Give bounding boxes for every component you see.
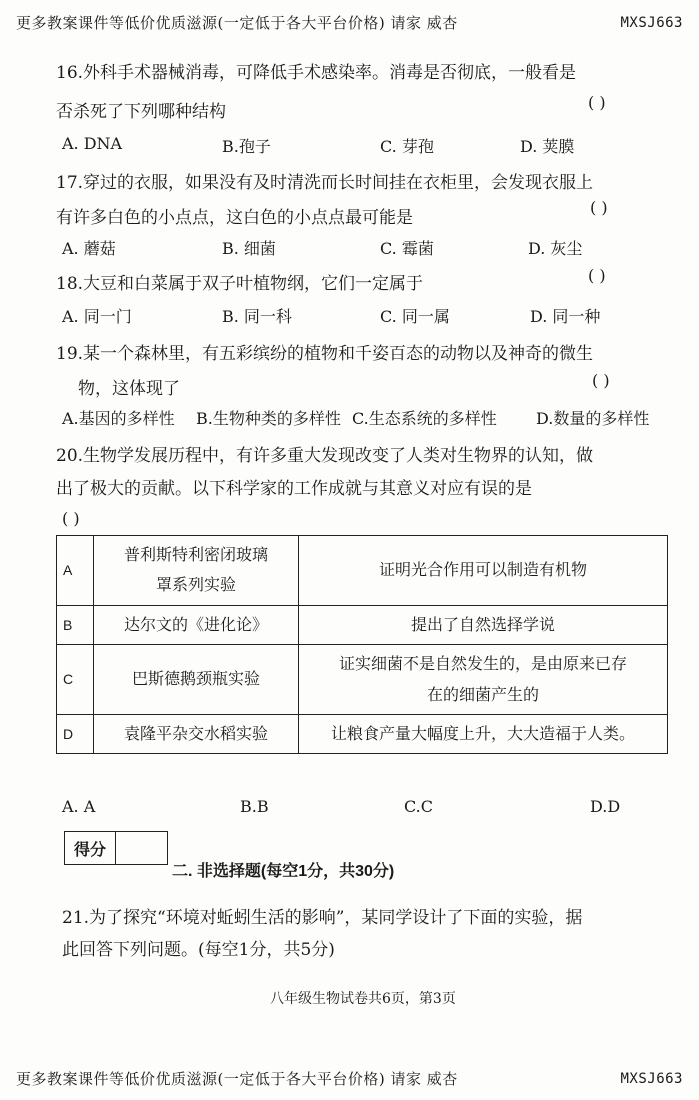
score-box [64, 831, 168, 865]
answer-paren-20: ( ) [62, 509, 80, 528]
answer-paren-19: ( ) [592, 371, 610, 390]
option-16-b: B.孢子 [222, 137, 271, 156]
row-work-line: 巴斯德鹅颈瓶实验 [131, 669, 260, 689]
option-18-b: B. 同一科 [222, 307, 292, 326]
question-19-line-2: 物，这体现了 [78, 379, 180, 399]
question-17-line-2: 有许多白色的小点点，这白色的小点点最可能是 [56, 208, 413, 228]
page-number: 八年级生物试卷共6页，第3页 [270, 991, 456, 1007]
row-work [94, 645, 299, 715]
question-17-line-1: 17.穿过的衣服，如果没有及时清洗而长时间挂在衣柜里，会发现衣服上 [56, 173, 594, 193]
table-row [57, 605, 668, 644]
row-work-line: 普利斯特利密闭玻璃 [123, 545, 268, 564]
bottom-banner [16, 1068, 683, 1089]
option-20-b: B.B [240, 797, 269, 816]
option-17-c: C. 霉菌 [380, 239, 434, 258]
top-banner [16, 12, 683, 33]
row-meaning-line: 证明光合作用可以制造有机物 [378, 560, 587, 580]
row-letter: D [57, 714, 94, 753]
option-16-d: D. 荚膜 [520, 137, 575, 156]
question-19-line-1: 19.某一个森林里，有五彩缤纷的植物和千姿百态的动物以及神奇的微生 [56, 344, 594, 364]
table-row [57, 536, 668, 606]
row-meaning-line: 让粮食产量大幅度上升，大大造福于人类。 [330, 723, 635, 743]
banner-code: MXSJ663 [620, 1070, 683, 1087]
answer-paren-18: ( ) [588, 266, 606, 285]
row-meaning-line: 提出了自然选择学说 [410, 614, 555, 634]
row-meaning [299, 714, 668, 753]
banner-text: 更多教案课件等低价优质滋源(一定低于各大平台价格) 请家 威杏 [16, 1070, 458, 1088]
option-16-c: C. 芽孢 [380, 137, 434, 156]
score-blank [116, 832, 167, 864]
option-18-d: D. 同一种 [530, 307, 601, 326]
answer-paren-17: ( ) [590, 198, 608, 217]
score-label: 得分 [65, 832, 116, 864]
option-19-d: D.数量的多样性 [536, 409, 650, 428]
option-19-a: A.基因的多样性 [62, 409, 175, 428]
option-17-d: D. 灰尘 [528, 239, 583, 258]
row-work [94, 605, 299, 644]
row-work-line: 袁隆平杂交水稻实验 [123, 723, 268, 743]
banner-code: MXSJ663 [620, 14, 683, 31]
question-21-line-1: 21.为了探究“环境对蚯蚓生活的影响”，某同学设计了下面的实验，据 [62, 908, 583, 928]
option-17-a: A. 蘑菇 [62, 239, 116, 258]
row-work [94, 536, 299, 606]
option-18-a: A. 同一门 [62, 307, 132, 326]
option-16-a: A. DNA [62, 134, 123, 153]
banner-text: 更多教案课件等低价优质滋源(一定低于各大平台价格) 请家 威杏 [16, 14, 458, 32]
option-20-a: A. A [62, 797, 96, 816]
question-20-line-2: 出了极大的贡献。以下科学家的工作成就与其意义对应有误的是 [56, 479, 532, 499]
row-work [94, 714, 299, 753]
row-letter: A [57, 536, 94, 606]
section-title: 二. 非选择题(每空1分，共30分) [172, 863, 395, 880]
option-20-d: D.D [590, 797, 621, 816]
row-work-line: 达尔文的《进化论》 [123, 614, 268, 634]
row-meaning [299, 605, 668, 644]
row-meaning-line: 在的细菌产生的 [426, 684, 539, 704]
option-20-c: C.C [404, 797, 433, 816]
question-21-line-2: 此回答下列问题。(每空1分，共5分) [62, 940, 335, 960]
option-17-b: B. 细菌 [222, 239, 276, 258]
option-19-b: B.生物种类的多样性 [196, 409, 341, 428]
question-16-line-1: 16.外科手术器械消毒，可降低手术感染率。消毒是否彻底，一般看是 [56, 63, 577, 83]
row-meaning [299, 536, 668, 606]
row-meaning [299, 645, 668, 715]
table-row [57, 645, 668, 715]
answer-paren-16: ( ) [588, 93, 606, 112]
row-letter: B [57, 605, 94, 644]
option-18-c: C. 同一属 [380, 307, 450, 326]
question-16-line-2: 否杀死了下列哪种结构 [56, 102, 226, 122]
question-20-line-1: 20.生物学发展历程中，有许多重大发现改变了人类对生物界的认知，做 [56, 446, 594, 466]
option-19-c: C.生态系统的多样性 [352, 409, 497, 428]
row-letter: C [57, 645, 94, 715]
row-work-line: 罩系列实验 [155, 575, 236, 595]
question-18-line-1: 18.大豆和白菜属于双子叶植物纲，它们一定属于 [56, 274, 424, 294]
table-row [57, 714, 668, 753]
row-meaning-line: 证实细菌不是自然发生的，是由原来已存 [338, 654, 627, 674]
scientist-works-table [56, 535, 668, 754]
